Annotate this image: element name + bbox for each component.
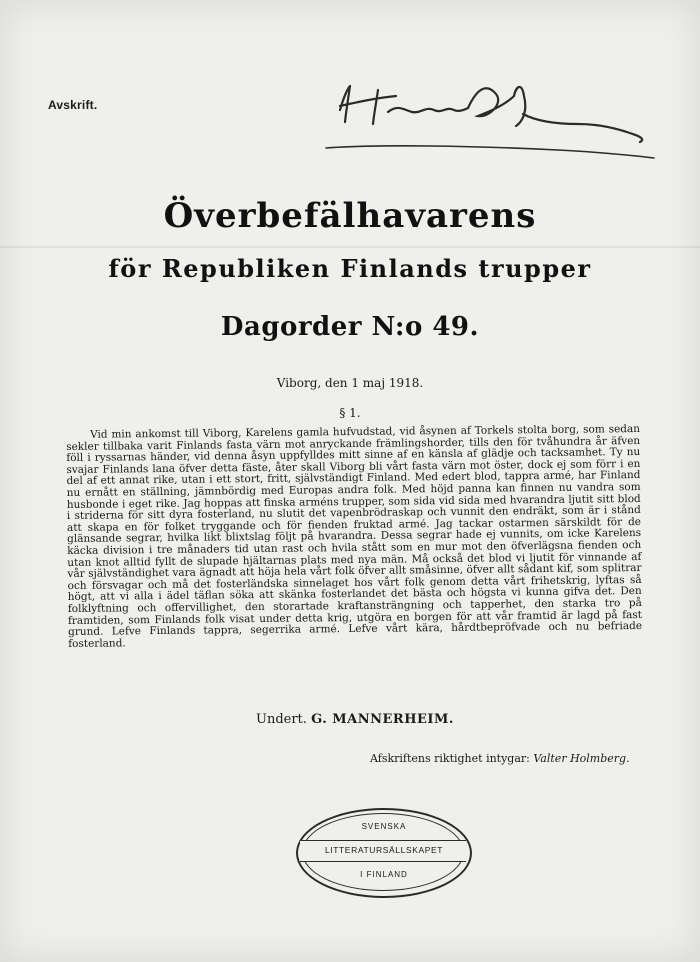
place-date: Viborg, den 1 maj 1918. <box>276 376 424 390</box>
order-number: Dagorder N:o 49. <box>220 312 480 342</box>
copy-certification <box>370 752 630 765</box>
signer-name: G. MANNERHEIM. <box>311 712 454 727</box>
archive-seal-stamp <box>296 808 472 898</box>
certification-label: Afskriftens riktighet intygar: <box>370 752 530 765</box>
seal-text-top: SVENSKA <box>361 822 407 831</box>
certifier-name: Valter Holmberg. <box>533 752 630 765</box>
signed-line <box>256 712 454 727</box>
signed-prefix: Undert. <box>256 712 307 727</box>
order-body-text: Vid min ankomst till Viborg, Karelens gamla hufvudstad, vid åsynen af Torkels stolta borg, som sedan sekler tillbaka varit Finlands fasta värn mot anryckande främlingshorder, tills den för tvåhundra år äfven föll i ryssarnas händer, vid denna åsyn uppfylldes mitt sinne af en känsla af glädje och tacksamhet. Ty nu svajar Finlands lana öfver detta fäste, åter skall Viborg bli vårt fasta värn mot öster, dock ej som förr i en del af ett annat rike, utan i ett stort, fritt, självständigt Finland. Med edert blod, tappra armé, har Finland nu ernått en ställning, jämnbördig med Europas andra folk. Med höjd panna kan finnen nu vandra som husbonde i eget rike. Jag hoppas att finska arméns trupper, som sida vid sida med hvarandra ljutit sitt blod i striderna för sitt dyra fosterland, nu slutit det vapenbrödraskap och vunnit den endräkt, som är i stånd att skapa en för folket tryggande och för fienden fruktad armé. Jag tackar ostarmen särskildt för de glänsande segrar, hvilka likt blixtslag följt på hvarandra. Dessa segrar hade ej vunnits, om icke Karelens käcka division i tre månaders tid utan rast och hvila stått som en mur mot den öfverlägsna fienden och utan knot alltid fyllt de slupade hjältarnas plats med nya män. Må också det blod vi ljutit för vinnande af vår självständighet vara ägnadt att höja hela vårt folk öfver allt småsinne, öfver allt sådant kif, som splitrar och försvagar och må det fosterländska sinnelaget hos vårt folk genom detta vårt frihetskrig, lyftas så högt, att vi alla i ädel täflan söka att skänka fosterlandet det bästa och högsta vi kunna gifva det. Den folklyftning och offervillighet, den storartade kraftansträngning och tapperhet, den starka tro på framtiden, som Finlands folk visat under detta krig, utgöra en borgen för att vår framtid är lagd på fast grund. Lefve Finlands tappra, segerrika armé. Lefve vårt kära, hårdtbepröfvade och nu befriade fosterland. <box>66 422 643 650</box>
handwritten-signature <box>318 66 658 166</box>
seal-text-bottom: I FINLAND <box>360 870 408 879</box>
document-subtitle: för Republiken Finlands trupper <box>108 254 592 283</box>
copy-label: Avskrift. <box>48 98 98 112</box>
document-title: Överbefälhavarens <box>163 196 537 236</box>
seal-text-middle: LITTERATURSÄLLSKAPET <box>324 845 444 855</box>
section-marker: § 1. <box>339 406 361 420</box>
paper-crease <box>0 246 700 248</box>
